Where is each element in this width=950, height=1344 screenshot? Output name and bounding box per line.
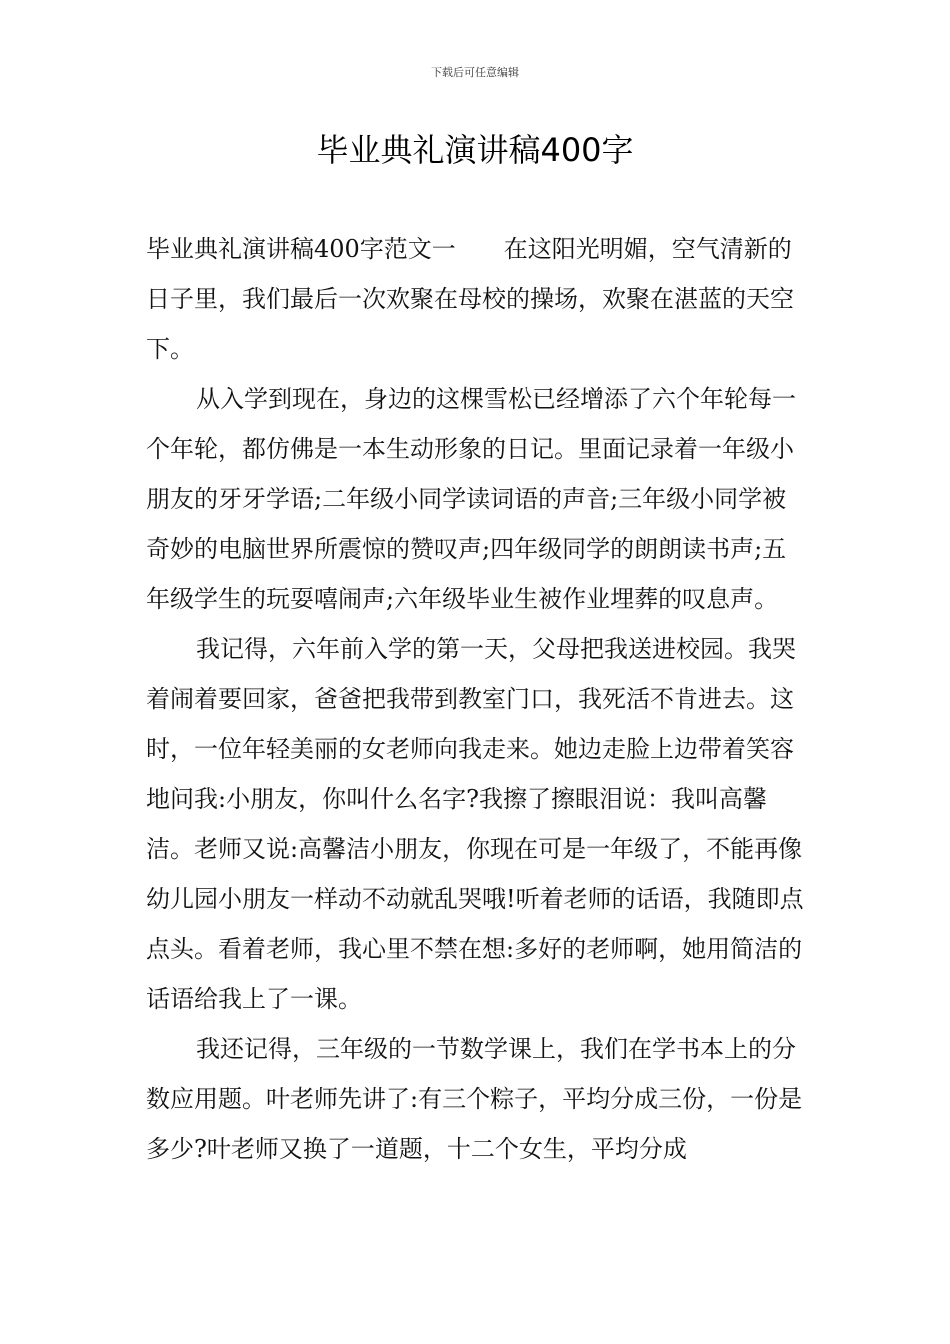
- paragraph-4: 我还记得，三年级的一节数学课上，我们在学书本上的分数应用题。叶老师先讲了:有三个粽子，平均分成三份，一份是多少?叶老师又换了一道题，十二个女生，平均分成: [146, 1035, 803, 1163]
- paragraph-1: 毕业典礼演讲稿400字范文一 在这阳光明媚，空气清新的日子里，我们最后一次欢聚在母校的操场，欢聚在湛蓝的天空下。: [146, 235, 794, 363]
- page-header-note: 下载后可任意编辑: [431, 66, 519, 79]
- paragraph-2: 从入学到现在，身边的这棵雪松已经增添了六个年轮每一个年轮，都仿佛是一本生动形象的日记。里面记录着一年级小朋友的牙牙学语;二年级小同学读词语的声音;三年级小同学被奇妙的电脑世界所震惊的赞叹声;四年级同学的朗朗读书声;五年级学生的玩耍嘻闹声;六年级毕业生被作业埋葬的叹息声。: [146, 385, 796, 613]
- paragraph-3: 我记得，六年前入学的第一天，父母把我送进校园。我哭着闹着要回家，爸爸把我带到教室门口，我死活不肯进去。这时，一位年轻美丽的女老师向我走来。她边走脸上边带着笑容地问我:小朋友，你叫什么名字?我擦了擦眼泪说：我叫高馨洁。老师又说:高馨洁小朋友，你现在可是一年级了，不能再像幼儿园小朋友一样动不动就乱哭哦!听着老师的话语，我随即点点头。看着老师，我心里不禁在想:多好的老师啊，她用简洁的话语给我上了一课。: [146, 635, 804, 1013]
- document-body: [146, 224, 810, 1174]
- document-title: 毕业典礼演讲稿400字: [316, 131, 634, 169]
